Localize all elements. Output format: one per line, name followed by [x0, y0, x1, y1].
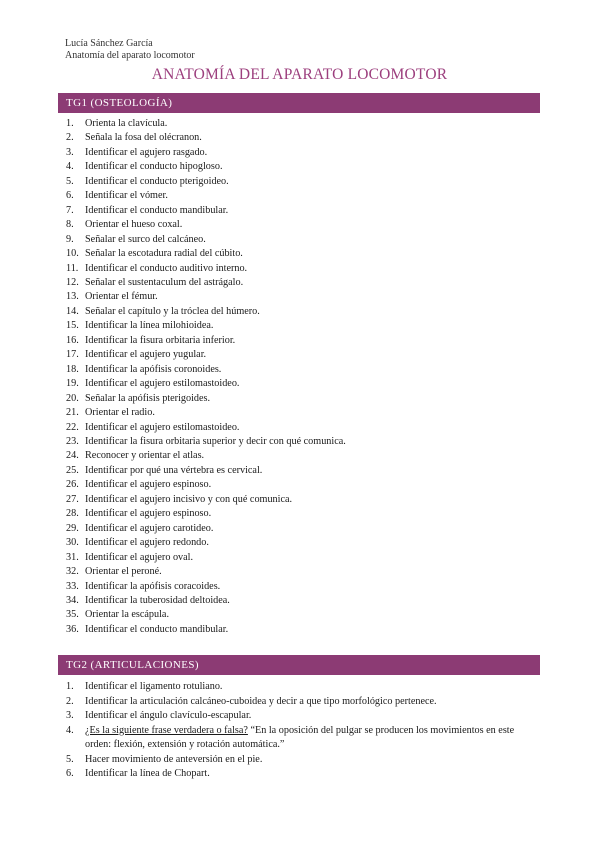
- item-number: 5.: [66, 753, 74, 765]
- page-title: ANATOMÍA DEL APARATO LOCOMOTOR: [151, 66, 448, 83]
- item-number: 4.: [66, 161, 74, 173]
- item-number: 36.: [66, 623, 79, 635]
- item-number: 11.: [66, 262, 79, 274]
- item-number: 32.: [66, 566, 79, 578]
- list-item: [66, 363, 536, 377]
- list-item: [66, 580, 536, 594]
- list-item: [66, 507, 536, 521]
- item-text: Identificar el conducto mandibular.: [85, 623, 229, 635]
- list-item: [66, 724, 536, 753]
- item-text: Orientar la escápula.: [85, 609, 170, 621]
- item-number: 31.: [66, 551, 79, 563]
- list-item: [66, 478, 536, 492]
- list-item: [66, 290, 536, 304]
- item-text: Identificar el vómer.: [85, 190, 168, 202]
- item-text: Identificar el conducto mandibular.: [85, 204, 229, 216]
- item-text: Identificar el conducto auditivo interno.: [85, 262, 248, 274]
- list-item: [66, 175, 536, 189]
- list-item: [66, 131, 536, 145]
- item-text: Identificar la articulación calcáneo-cuboidea y decir a que tipo morfológico pertenece.: [85, 695, 437, 707]
- item-text: Identificar por qué una vértebra es cervical.: [85, 464, 263, 476]
- item-number: 18.: [66, 363, 79, 375]
- item-number: 6.: [66, 190, 74, 202]
- item-number: 30.: [66, 537, 79, 549]
- list-item: [66, 493, 536, 507]
- list-item: [66, 406, 536, 420]
- item-text: Identificar el agujero redondo.: [85, 537, 209, 549]
- list-item: [66, 348, 536, 362]
- item-text: Orientar el fémur.: [85, 291, 158, 303]
- item-text: Identificar el conducto pterigoideo.: [85, 175, 229, 187]
- item-text: Identificar el agujero incisivo y con qué comunica.: [85, 493, 293, 505]
- item-text: Identificar la apófisis coracoides.: [85, 580, 221, 592]
- item-number: 12.: [66, 276, 79, 288]
- list-item: [66, 305, 536, 319]
- list-item: [66, 233, 536, 247]
- item-number: 26.: [66, 479, 79, 491]
- item-number: 27.: [66, 493, 79, 505]
- item-number: 1.: [66, 118, 74, 129]
- document-header: [65, 38, 195, 62]
- item-number: 7.: [66, 204, 74, 216]
- list-item: [66, 377, 536, 391]
- item-text: Señalar la escotadura radial del cúbito.: [85, 248, 243, 260]
- item-number: 19.: [66, 378, 79, 390]
- list-item: [66, 334, 536, 348]
- item-text: Identificar el agujero espinoso.: [85, 508, 212, 520]
- list-item: [66, 117, 536, 131]
- item-text: Señalar la apófisis pterigoides.: [85, 392, 211, 404]
- list-item: [66, 623, 536, 637]
- item-text: Señalar el sustentaculum del astrágalo.: [85, 276, 244, 288]
- item-text: Orienta la clavícula.: [85, 118, 168, 129]
- list-item: [66, 204, 536, 218]
- list-item: [66, 189, 536, 203]
- list-item: [66, 392, 536, 406]
- item-text: [85, 724, 536, 753]
- list-item: [66, 449, 536, 463]
- item-text: Señalar el capítulo y la tróclea del húmero.: [85, 305, 260, 317]
- item-text: Identificar el ángulo clavículo-escapular.: [85, 710, 252, 721]
- item-text: Identificar la línea de Chopart.: [85, 768, 210, 779]
- item-lead-question: ¿Es la siguiente frase verdadera o falsa?: [85, 724, 248, 736]
- author-name: Lucía Sánchez García: [65, 38, 153, 49]
- item-number: 3.: [66, 146, 74, 158]
- item-text: Identificar el agujero rasgado.: [85, 146, 208, 158]
- list-item: [66, 680, 536, 695]
- item-text: Identificar el ligamento rotuliano.: [85, 681, 223, 692]
- list-item: [66, 594, 536, 608]
- list-item: [66, 565, 536, 579]
- item-text: Identificar el agujero yugular.: [85, 349, 207, 361]
- item-text: Orientar el radio.: [85, 407, 155, 419]
- item-number: 28.: [66, 508, 79, 520]
- item-quote: “En la oposición del pulgar se producen los movimientos en este orden: flexión, extensión y rotación automática.”: [85, 724, 515, 750]
- item-number: 9.: [66, 233, 74, 245]
- list-item: [66, 767, 536, 782]
- item-text: Identificar el conducto hipogloso.: [85, 161, 223, 173]
- list-item: [66, 551, 536, 565]
- list-item: [66, 276, 536, 290]
- item-text: Identificar el agujero estilomastoideo.: [85, 421, 240, 433]
- item-number: 34.: [66, 594, 79, 606]
- list-item: [66, 262, 536, 276]
- item-number: 15.: [66, 320, 79, 332]
- list-item: [66, 160, 536, 174]
- item-text: Identificar la fisura orbitaria inferior.: [85, 334, 236, 346]
- item-text: Señalar el surco del calcáneo.: [85, 233, 206, 245]
- item-number: 21.: [66, 407, 79, 419]
- item-text: Identificar el agujero estilomastoideo.: [85, 378, 240, 390]
- question-list-tg2: [66, 680, 536, 782]
- item-text: Identificar el agujero espinoso.: [85, 479, 212, 491]
- item-text: Orientar el peroné.: [85, 566, 162, 578]
- item-text: Identificar el agujero oval.: [85, 551, 194, 563]
- item-number: 17.: [66, 349, 79, 361]
- item-number: 2.: [66, 695, 74, 707]
- subject-name: Anatomía del aparato locomotor: [65, 50, 195, 61]
- item-number: 16.: [66, 334, 79, 346]
- list-item: [66, 319, 536, 333]
- list-item: [66, 218, 536, 232]
- list-item: [66, 709, 536, 724]
- item-number: 8.: [66, 219, 74, 231]
- item-number: 13.: [66, 291, 79, 303]
- item-text: Reconocer y orientar el atlas.: [85, 450, 205, 462]
- item-number: 3.: [66, 710, 74, 721]
- list-item: [66, 146, 536, 160]
- list-item: [66, 464, 536, 478]
- item-number: 1.: [66, 681, 74, 692]
- list-item: [66, 247, 536, 261]
- list-item: [66, 522, 536, 536]
- item-text: Identificar el agujero carotideo.: [85, 522, 214, 534]
- item-number: 10.: [66, 248, 79, 260]
- item-number: 29.: [66, 522, 79, 534]
- item-number: 20.: [66, 392, 79, 404]
- item-number: 23.: [66, 435, 79, 447]
- item-text: Identificar la fisura orbitaria superior y decir con qué comunica.: [85, 435, 346, 447]
- item-text: Identificar la apófisis coronoides.: [85, 363, 222, 375]
- question-list-tg1: [66, 117, 536, 637]
- list-item: [66, 695, 536, 710]
- item-number: 33.: [66, 580, 79, 592]
- item-number: 24.: [66, 450, 79, 462]
- item-text: Identificar la tuberosidad deltoidea.: [85, 594, 230, 606]
- item-number: 5.: [66, 175, 74, 187]
- item-number: 4.: [66, 724, 74, 736]
- item-number: 2.: [66, 132, 74, 144]
- item-text: Hacer movimiento de anteversión en el pie.: [85, 753, 263, 765]
- item-number: 22.: [66, 421, 79, 433]
- list-item: [66, 435, 536, 449]
- item-number: 25.: [66, 464, 79, 476]
- list-item: [66, 421, 536, 435]
- item-number: 6.: [66, 768, 74, 779]
- item-text: Identificar la línea milohioidea.: [85, 320, 214, 332]
- list-item: [66, 753, 536, 768]
- item-text: Orientar el hueso coxal.: [85, 219, 183, 231]
- list-item: [66, 608, 536, 622]
- item-number: 14.: [66, 305, 79, 317]
- item-number: 35.: [66, 609, 79, 621]
- section-heading-tg2: TG2 (ARTICULACIONES): [58, 655, 540, 675]
- item-text: Señala la fosa del olécranon.: [85, 132, 202, 144]
- list-item: [66, 536, 536, 550]
- section-heading-tg1: TG1 (OSTEOLOGÍA): [58, 93, 540, 113]
